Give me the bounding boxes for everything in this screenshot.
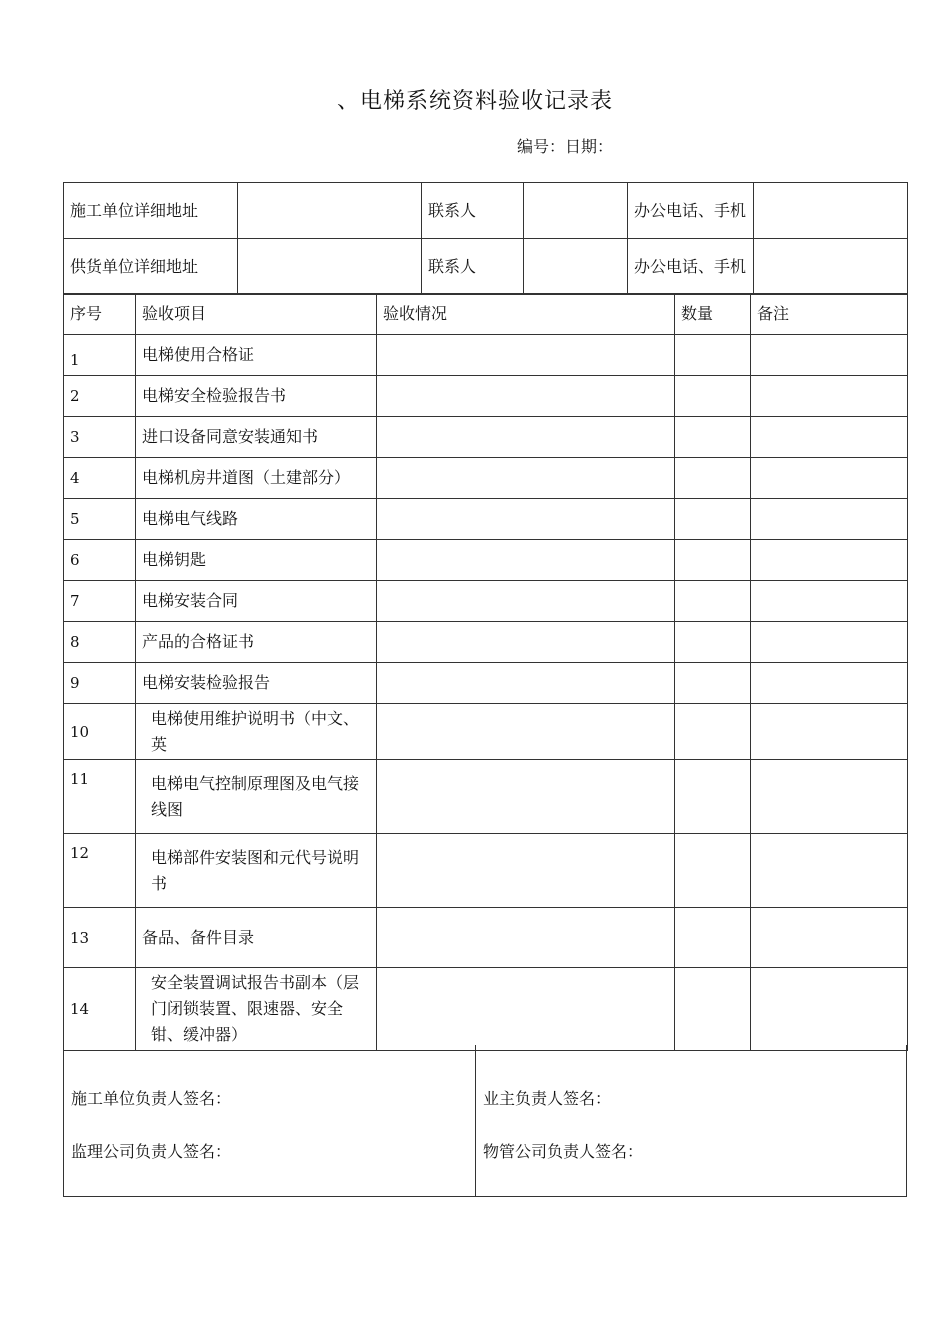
item-no: 14: [64, 968, 136, 1051]
supplier-address-field[interactable]: [238, 239, 422, 295]
col-header-remark: 备注: [751, 294, 908, 335]
unit-info-table: [63, 182, 908, 295]
item-name: 电梯安装合同: [136, 581, 377, 622]
construction-phone-label: 办公电话、手机: [628, 183, 754, 239]
table-row: [64, 458, 908, 499]
item-qty-cell[interactable]: [675, 908, 751, 968]
item-remark-cell[interactable]: [751, 760, 908, 834]
supplier-phone-label: 办公电话、手机: [628, 239, 754, 295]
item-no: 11: [64, 760, 136, 834]
item-remark-cell[interactable]: [751, 968, 908, 1051]
item-qty-cell[interactable]: [675, 376, 751, 417]
item-remark-cell[interactable]: [751, 417, 908, 458]
table-row: [64, 499, 908, 540]
item-status-cell[interactable]: [377, 540, 675, 581]
table-row: [64, 622, 908, 663]
construction-address-field[interactable]: [238, 183, 422, 239]
item-remark-cell[interactable]: [751, 376, 908, 417]
item-status-cell[interactable]: [377, 663, 675, 704]
item-status-cell[interactable]: [377, 704, 675, 760]
construction-address-label: 施工单位详细地址: [64, 183, 238, 239]
item-status-cell[interactable]: [377, 834, 675, 908]
table-row: [64, 760, 908, 834]
item-name: 电梯安装检验报告: [136, 663, 377, 704]
item-status-cell[interactable]: [377, 376, 675, 417]
supplier-contact-field[interactable]: [524, 239, 628, 295]
item-qty-cell[interactable]: [675, 458, 751, 499]
item-no: 6: [64, 540, 136, 581]
table-row: [64, 335, 908, 376]
table-row: [64, 663, 908, 704]
item-status-cell[interactable]: [377, 908, 675, 968]
item-qty-cell[interactable]: [675, 540, 751, 581]
item-qty-cell[interactable]: [675, 417, 751, 458]
item-no: 8: [64, 622, 136, 663]
item-no: 9: [64, 663, 136, 704]
item-no: 4: [64, 458, 136, 499]
col-header-no: 序号: [64, 294, 136, 335]
construction-unit-row: [64, 183, 908, 239]
item-qty-cell[interactable]: [675, 663, 751, 704]
item-status-cell[interactable]: [377, 417, 675, 458]
item-no: 2: [64, 376, 136, 417]
item-no: 13: [64, 908, 136, 968]
supplier-address-label: 供货单位详细地址: [64, 239, 238, 295]
item-qty-cell[interactable]: [675, 499, 751, 540]
table-row: [64, 704, 908, 760]
item-status-cell[interactable]: [377, 458, 675, 499]
item-no: 10: [64, 704, 136, 760]
item-no: 12: [64, 834, 136, 908]
table-row: [64, 376, 908, 417]
item-status-cell[interactable]: [377, 760, 675, 834]
item-name: 电梯电气线路: [136, 499, 377, 540]
item-name: 电梯钥匙: [136, 540, 377, 581]
supplier-phone-field[interactable]: [754, 239, 908, 295]
item-name: 进口设备同意安装通知书: [136, 417, 377, 458]
table-row: [64, 908, 908, 968]
item-name: 电梯电气控制原理图及电气接线图: [136, 760, 377, 834]
item-name: 电梯机房井道图（土建部分）: [136, 458, 377, 499]
item-status-cell[interactable]: [377, 499, 675, 540]
item-no: 7: [64, 581, 136, 622]
construction-phone-field[interactable]: [754, 183, 908, 239]
item-qty-cell[interactable]: [675, 760, 751, 834]
item-name: 电梯部件安装图和元代号说明书: [136, 834, 377, 908]
item-status-cell[interactable]: [377, 581, 675, 622]
item-remark-cell[interactable]: [751, 499, 908, 540]
item-qty-cell[interactable]: [675, 335, 751, 376]
item-qty-cell[interactable]: [675, 834, 751, 908]
table-row: [64, 968, 908, 1051]
item-name: 电梯使用合格证: [136, 335, 377, 376]
item-remark-cell[interactable]: [751, 335, 908, 376]
item-status-cell[interactable]: [377, 622, 675, 663]
item-remark-cell[interactable]: [751, 581, 908, 622]
signature-divider: [475, 1045, 476, 1197]
item-qty-cell[interactable]: [675, 581, 751, 622]
item-status-cell[interactable]: [377, 968, 675, 1051]
serial-date-label: 编号：日期：: [517, 137, 614, 156]
property-signature-label: 物管公司负责人签名：: [483, 1142, 644, 1161]
construction-contact-field[interactable]: [524, 183, 628, 239]
item-name: 备品、备件目录: [136, 908, 377, 968]
table-header-row: [64, 294, 908, 335]
col-header-status: 验收情况: [377, 294, 675, 335]
item-status-cell[interactable]: [377, 335, 675, 376]
item-name: 产品的合格证书: [136, 622, 377, 663]
col-header-item: 验收项目: [136, 294, 377, 335]
table-row: [64, 581, 908, 622]
item-qty-cell[interactable]: [675, 704, 751, 760]
table-row: [64, 834, 908, 908]
item-no: 5: [64, 499, 136, 540]
item-qty-cell[interactable]: [675, 968, 751, 1051]
item-remark-cell[interactable]: [751, 622, 908, 663]
construction-signature-label: 施工单位负责人签名：: [71, 1089, 232, 1108]
table-row: [64, 540, 908, 581]
item-qty-cell[interactable]: [675, 622, 751, 663]
item-name: 电梯使用维护说明书（中文、英: [136, 704, 377, 760]
supplier-unit-row: [64, 239, 908, 295]
supervision-signature-label: 监理公司负责人签名：: [71, 1142, 232, 1161]
item-no: 1: [64, 335, 136, 376]
owner-signature-label: 业主负责人签名：: [483, 1089, 612, 1108]
signature-section: [63, 1045, 907, 1197]
page-title: 、电梯系统资料验收记录表: [336, 89, 613, 114]
construction-contact-label: 联系人: [422, 183, 524, 239]
acceptance-items-table: [63, 293, 908, 1051]
table-row: [64, 417, 908, 458]
item-remark-cell[interactable]: [751, 704, 908, 760]
item-name: 安全装置调试报告书副本（层门闭锁装置、限速器、安全钳、缓冲器）: [136, 968, 377, 1051]
item-remark-cell[interactable]: [751, 908, 908, 968]
supplier-contact-label: 联系人: [422, 239, 524, 295]
item-name: 电梯安全检验报告书: [136, 376, 377, 417]
item-remark-cell[interactable]: [751, 834, 908, 908]
item-remark-cell[interactable]: [751, 540, 908, 581]
item-remark-cell[interactable]: [751, 663, 908, 704]
item-remark-cell[interactable]: [751, 458, 908, 499]
item-no: 3: [64, 417, 136, 458]
col-header-qty: 数量: [675, 294, 751, 335]
